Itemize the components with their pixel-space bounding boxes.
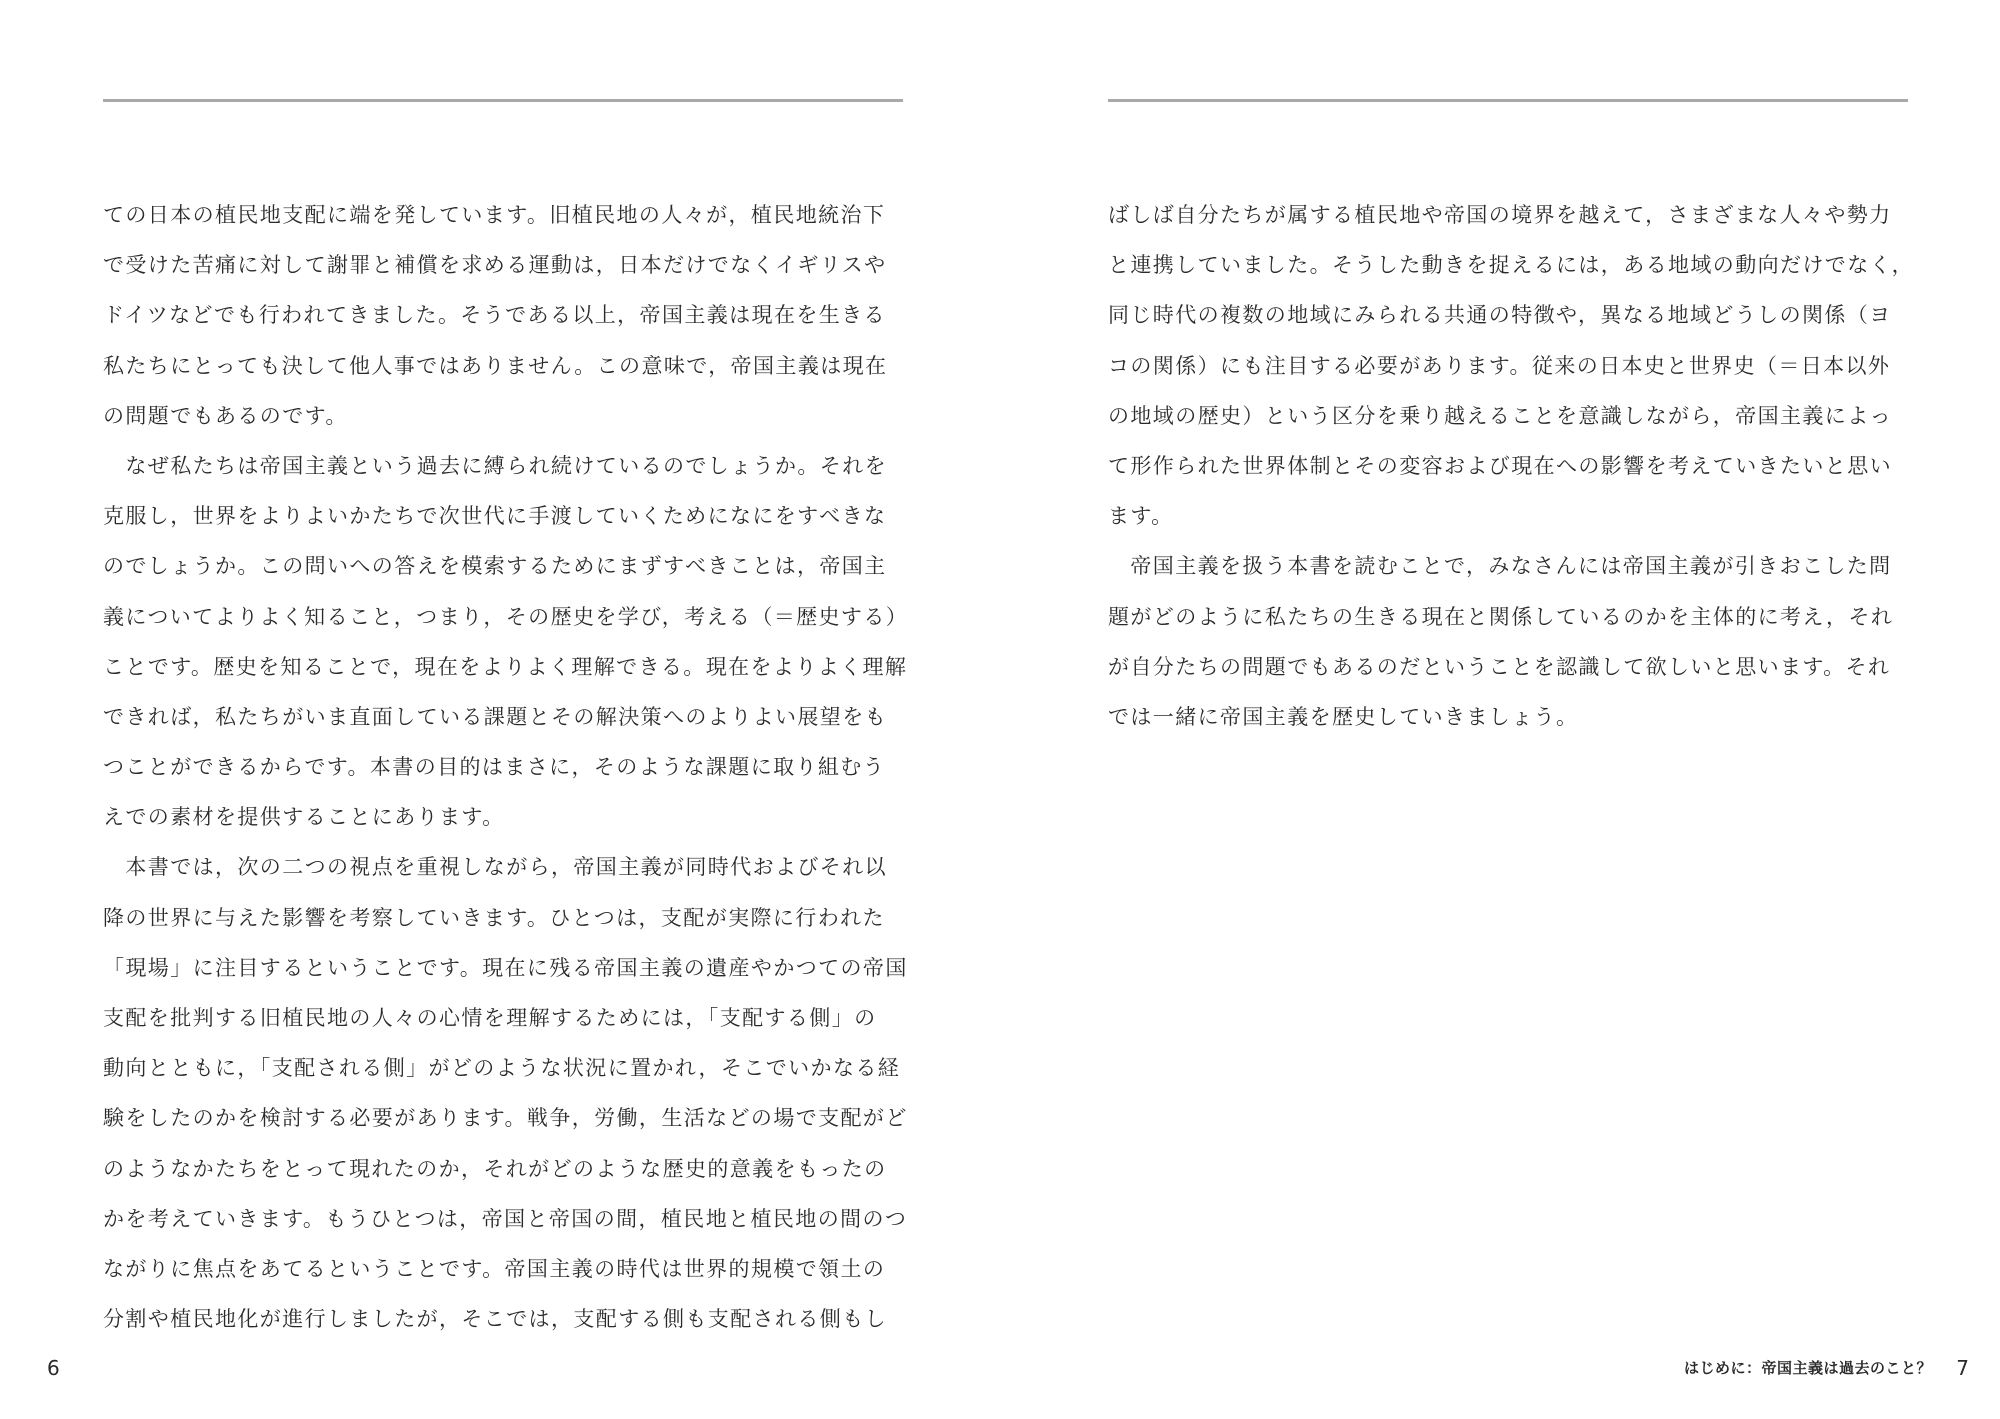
text-line: 本書では，次の二つの視点を重視しながら，帝国主義が同時代およびそれ以 [103,855,887,880]
text-line: と連携していました。そうした動きを捉えるには，ある地域の動向だけでなく， [1108,253,1914,278]
text-line: ばしば自分たちが属する植民地や帝国の境界を越えて，さまざまな人々や勢力 [1108,203,1892,227]
text-line: 同じ時代の複数の地域にみられる共通の特徴や，異なる地域どうしの関係（ヨ [1108,303,1892,328]
text-line: の問題でもあるのです。 [103,403,348,428]
text-line: できれば，私たちがいま直面している課題とその解決策へのよりよい展望をも [103,704,887,729]
text-line: えでの素材を提供することにあります。 [103,805,505,830]
text-line: 私たちにとっても決して他人事ではありません。この意味で，帝国主義は現在 [103,353,888,378]
body-text [103,190,909,1344]
body-text [1108,190,1914,742]
running-head: はじめに：帝国主義は過去のこと？ [1683,1359,1932,1377]
text-line: かを考えていきます。もうひとつは，帝国と帝国の間，植民地と植民地の間のつ [103,1206,908,1231]
text-line: 帝国主義を扱う本書を読むことで，みなさんには帝国主義が引きおこした問 [1108,554,1892,579]
text-line: て形作られた世界体制とその変容および現在への影響を考えていきたいと思い [1108,453,1892,478]
text-line: 動向とともに，「支配される側」がどのような状況に置かれ，そこでいかなる経 [103,1056,901,1081]
header-rule [1108,99,1908,102]
text-line: 克服し，世界をよりよいかたちで次世代に手渡していくためになにをすべきな [103,504,887,529]
text-line: のようなかたちをとって現れたのか，それがどのような歴史的意義をもったの [103,1156,887,1181]
text-line: の地域の歴史）という区分を乗り越えることを意識しながら，帝国主義によっ [1108,403,1892,428]
text-line: 題がどのように私たちの生きる現在と関係しているのかを主体的に考え，それ [1108,604,1894,629]
text-line: ことです。歴史を知ることで，現在をよりよく理解できる。現在をよりよく理解 [103,654,908,679]
text-line: で受けた苦痛に対して謝罪と補償を求める運動は，日本だけでなくイギリスや [103,253,887,278]
text-line: 「現場」に注目するということです。現在に残る帝国主義の遺産やかつての帝国 [103,955,908,980]
text-line: なぜ私たちは帝国主義という過去に縛られ続けているのでしょうか。それを [103,453,887,478]
text-line: コの関係）にも注目する必要があります。従来の日本史と世界史（＝日本以外 [1108,353,1891,378]
text-line: 支配を批判する旧植民地の人々の心情を理解するためには，「支配する側」の [103,1006,877,1030]
page-number: 6 [47,1356,60,1380]
text-line: のでしょうか。この問いへの答えを模索するためにまずすべきことは，帝国主 [103,554,887,579]
text-line: つことができるからです。本書の目的はまさに，そのような課題に取り組むう [103,755,886,780]
text-line: では一緒に帝国主義を歴史していきましょう。 [1108,704,1579,729]
text-line: 験をしたのかを検討する必要があります。戦争，労働，生活などの場で支配がど [103,1106,908,1131]
right-page [1000,0,2000,1419]
text-line: ながりに焦点をあてるということです。帝国主義の時代は世界的規模で領土の [103,1256,886,1281]
text-line: 降の世界に与えた影響を考察していきます。ひとつは，支配が実際に行われた [103,905,885,930]
text-line: 分割や植民地化が進行しましたが，そこでは，支配する側も支配される側もし [103,1307,887,1332]
header-rule [103,99,903,102]
text-line: ます。 [1108,504,1174,529]
text-line: ての日本の植民地支配に端を発しています。旧植民地の人々が，植民地統治下 [103,203,886,227]
text-line: 義についてよりよく知ること，つまり，その歴史を学び，考える（＝歴史する） [103,604,909,629]
text-line: が自分たちの問題でもあるのだということを認識して欲しいと思います。それ [1108,654,1891,679]
text-line: ドイツなどでも行われてきました。そうである以上，帝国主義は現在を生きる [103,303,886,328]
page-number: 7 [1956,1356,1969,1380]
